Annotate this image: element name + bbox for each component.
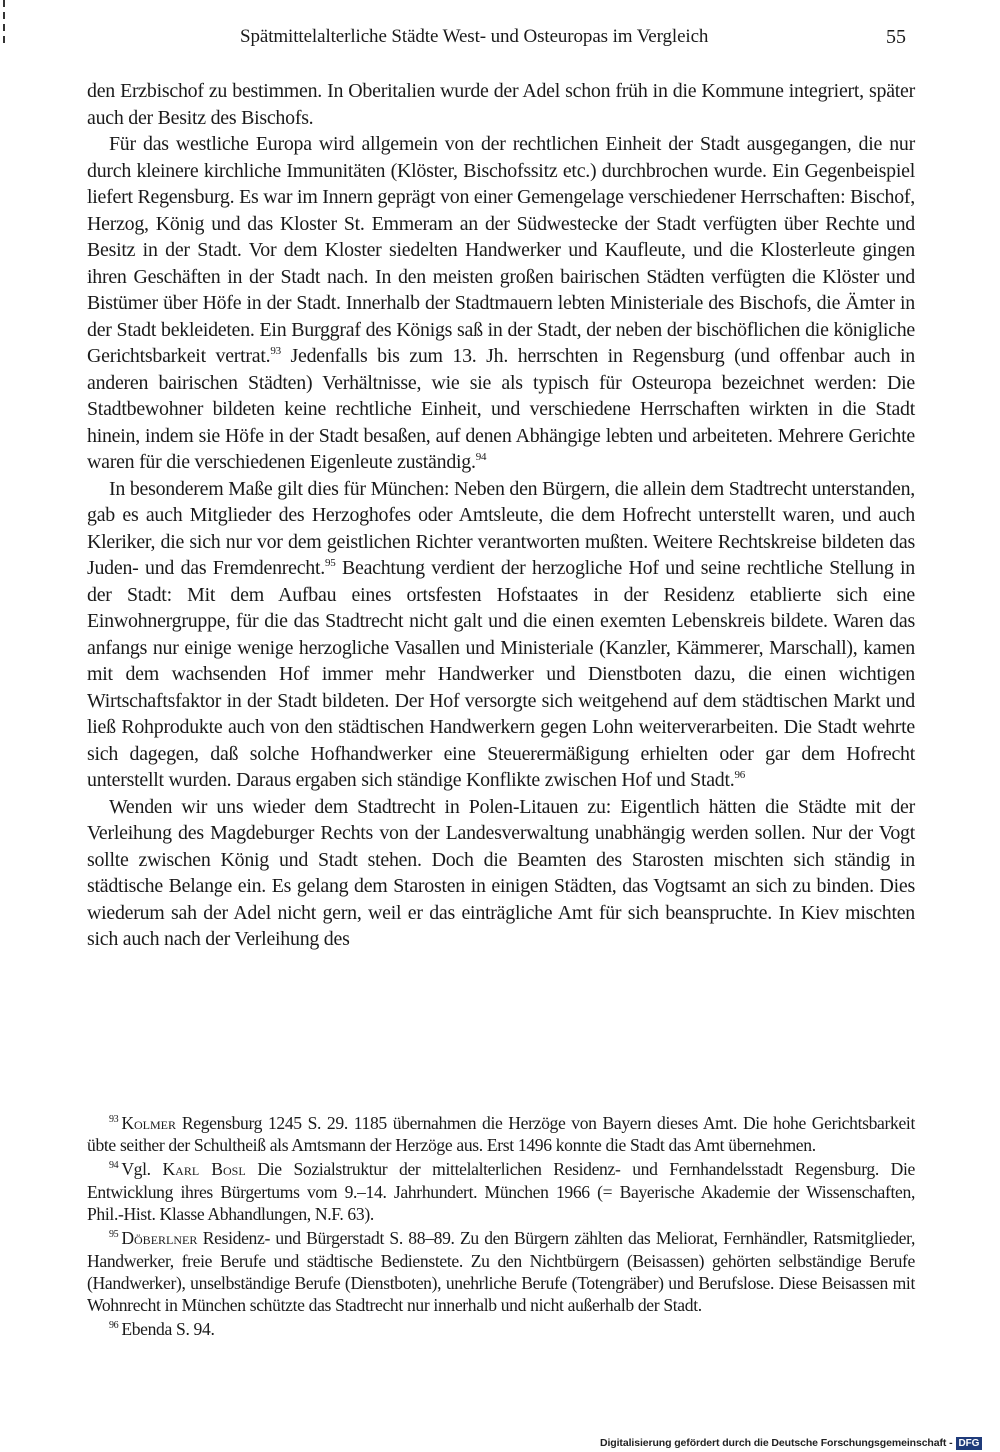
paragraph-4: Wenden wir uns wieder dem Stadtrecht in Polen-Litauen zu: Eigentlich hätten die Städte mit der Verleihung des Magdeburger Rechts von der Landesverwaltung unabhängig werden sollen. Nur der Vogt sollte zwischen König und Stadt stehen. Doch die Beamten des Starosten mischten sich ständig in städtische Belange ein. Es gelang dem Starosten in einigen Städten, das Vogtsamt an sich zu binden. Dies wiederum sah der Adel nicht gern, weil er das einträgliche Amt für sich beanspruchte. In Kiev mischten sich auch nach der Verleihung des [87,795,915,950]
paragraph-2-text-a: Für das westliche Europa wird allgemein von der rechtlichen Einheit der Stadt ausgegangen, die nur durch kleinere kirchliche Immunitäten (Klöster, Bischofssitz etc.) durchbrochen wurde. Ein Gegenbeispiel liefert Regensburg. Es war im Innern geprägt von einer Gemengelage verschiedener Herrschaften: Bischof, Herzog, König und das Kloster St. Emmeram an der Südwestecke der Stadt verfügten über Rechte und Besitz in der Stadt. Vor dem Kloster siedelten Handwerker und Kaufleute, und die Klosterleute gingen ihren Geschäften in der Stadt nach. In den meisten großen bairischen Städten verfügten die Klöster und Bistümer über Höfe in der Stadt. Innerhalb der Stadtmauern lebten Ministeriale des Bischofs, die Ämter in der Stadt bekleideten. Ein Burggraf des Königs saß in der Stadt, der neben der bischöflichen die königliche Gerichtsbarkeit vertrat. [87,133,915,367]
paragraph-1: den Erzbischof zu bestimmen. In Oberitalien wurde der Adel schon früh in die Kommune integriert, später auch der Besitz des Bischofs. [87,80,915,129]
footnote-prefix: Vgl. [121,1159,163,1180]
footnote-94 [87,1158,915,1225]
footnote-number: 96 [109,1320,119,1332]
footnote-93 [87,1112,915,1157]
footnote-author: Kolmer [121,1113,177,1133]
paragraph-2 [87,131,915,476]
footnote-number: 95 [109,1229,119,1241]
footnote-96 [87,1318,915,1340]
footnote-number: 94 [109,1160,119,1172]
footnote-95 [87,1227,915,1317]
footnote-ref-95: 95 [325,557,336,569]
footnote-text: Ebenda S. 94. [121,1319,215,1340]
footnote-ref-94: 94 [475,451,487,463]
paragraph-3-text-a: In besonderem Maße gilt dies für München: Neben den Bürgern, die allein dem Stadtrecht unterstanden, gab es auch Mitglieder des Herzoghofes oder Amtsleute, die dem Hofrecht unterstellt waren, und auch Kleriker, die sich nur vor dem geistlichen Richter verantworten mußten. Weitere Rechtskreise bildeten das Juden- und das Fremdenrecht. [87,477,915,579]
credit-text: Digitalisierung gefördert durch die Deutsche Forschungsgemeinschaft - [600,1437,953,1449]
footnote-text: Regensburg 1245 S. 29. 1185 übernahmen die Herzöge von Bayern dieses Amt. Die hohe Gerichtsbarkeit übte seither der Schultheiß als Amtsmann der Herzöge aus. Erst 1496 konnte die Stadt das Amt übernehmen. [87,1113,915,1156]
footnote-text: Residenz- und Bürgerstadt S. 88–89. Zu den Bürgern zählten das Meliorat, Fernhändler, Ratsmitglieder, Handwerker, freie Berufe und städtische Bedienstete. Zu den Nichtbürgern (Beisassen) gehörten selbständige Berufe (Handwerker), unselbständige Berufe (Dienstboten), unehrliche Berufe (Totengräber) und Berufslose. Diese Beisassen mit Wohnrecht in München schützte das Stadtrecht nur innerhalb und nicht außerhalb der Stadt. [87,1228,915,1316]
footnote-text: Die Sozialstruktur der mittelalterlichen Residenz- und Fernhandelsstadt Regensburg. Die Entwicklung ihres Bürgertums vom 9.–14. Jahrhundert. München 1966 (= Bayerische Akademie der Wissenschaften, Phil.-Hist. Klasse Abhandlungen, N.F. 63). [87,1159,915,1225]
digitization-credit [600,1437,1000,1452]
footnotes [87,1112,915,1342]
paragraph-3 [87,476,915,794]
footnote-ref-96: 96 [734,769,746,781]
footnote-author: Karl Bosl [162,1159,246,1180]
footnote-number: 93 [109,1114,119,1125]
body-text [87,78,915,953]
dfg-logo: DFG [956,1437,983,1450]
footnote-ref-93: 93 [270,345,281,357]
paragraph-3-text-b: Beachtung verdient der herzogliche Hof und seine rechtliche Stellung in der Stadt: Mit dem Aufbau eines ortsfesten Hofstaates in der Residenz etablierte sich eine Einwohnergruppe, für die das Stadtrecht nicht galt und die einen exemten Lebenskreis bildete. Waren das anfangs nur einige wenige herzogliche Vasallen und Ministeriale (Kanzler, Kämmerer, Marschall), kamen mit dem wachsenden Hof immer mehr Handwerker und Dienstboten dazu, die einen wichtigen Wirtschaftsfaktor in der Stadt bildeten. Der Hof versorgte sich weitgehend auf dem städtischen Markt und ließ Rohprodukte auch von den städtischen Handwerkern gegen Lohn weiterverarbeiten. Die Stadt wehrte sich dagegen, daß solche Hofhandwerker eine Steuerermäßigung erhielten oder gar dem Hofrecht unterstellt wurden. Daraus ergaben sich ständige Konflikte zwischen Hof und Stadt. [87,557,915,791]
running-header [0,26,1000,50]
footnote-author: Döberlner [121,1228,198,1249]
paragraph-2-text-b: Jedenfalls bis zum 13. Jh. herrschten in Regensburg (und offenbar auch in anderen bairischen Städten) Verhältnisse, wie sie als typisch für Osteuropa bezeichnet werden: Die Stadtbewohner bildeten keine rechtliche Einheit, und verschiedene Herrschaften wirkten in die Stadt hinein, indem sie Höfe in der Stadt besaßen, auf denen Abhängige lebten und arbeiteten. Mehrere Gerichte waren für die verschiedenen Eigenleute zuständig. [87,345,915,473]
page-number: 55 [886,26,906,48]
running-title: Spätmittelalterliche Städte West- und Osteuropas im Vergleich [240,26,709,47]
